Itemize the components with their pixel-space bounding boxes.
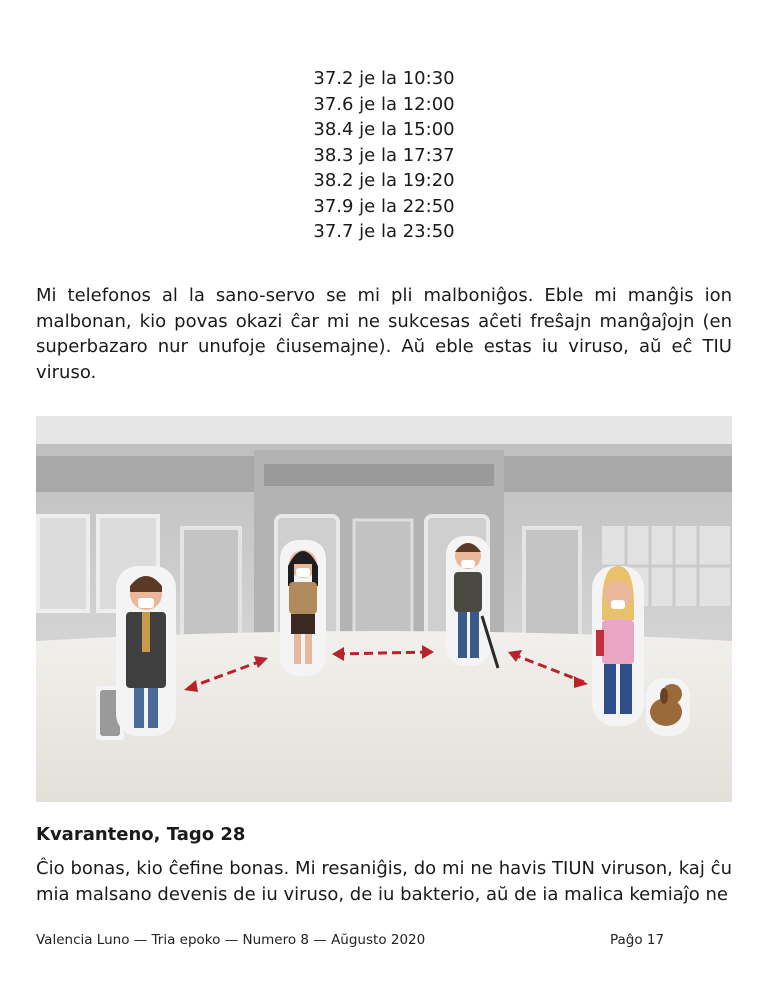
section-heading: Kvaranteno, Tago 28 [36, 824, 246, 845]
reading-line: 38.2 je la 19:20 [313, 170, 455, 191]
reading-line: 37.6 je la 12:00 [313, 93, 455, 115]
reading-line: 37.2 je la 10:30 [313, 68, 455, 89]
reading-line: 37.7 je la 23:50 [313, 221, 455, 242]
body-paragraph: Ĉio bonas, kio ĉefine bonas. Mi resaniĝis, do mi ne havis TIUN viruson, kaj ĉu mia malsano devenis de iu viruso, de iu bakterio, aŭ de ia malica kemiaĵo ne [36, 858, 732, 905]
body-paragraph: Mi telefonos al la sano-servo se mi pli malboniĝos. Eble mi manĝis ion malbonan, kio povas okazi ĉar mi ne sukcesas aĉeti freŝajn manĝaĵojn (en superbazaro nur unufoje ĉiusemajne). Aŭ eble estas iu viruso, aŭ eĉ TIU viruso. [36, 285, 732, 383]
reading-line: 38.3 je la 17:37 [313, 144, 455, 166]
social-distancing-illustration [36, 416, 732, 802]
page-number: Paĝo 17 [610, 932, 665, 948]
footer-publication: Valencia Luno — Tria epoko — Numero 8 — Aŭgusto 2020 [36, 932, 426, 948]
reading-line: 38.4 je la 15:00 [313, 119, 455, 140]
reading-line: 37.9 je la 22:50 [313, 195, 455, 217]
temperature-readings [0, 66, 768, 245]
figure-woman-brown [280, 540, 326, 676]
